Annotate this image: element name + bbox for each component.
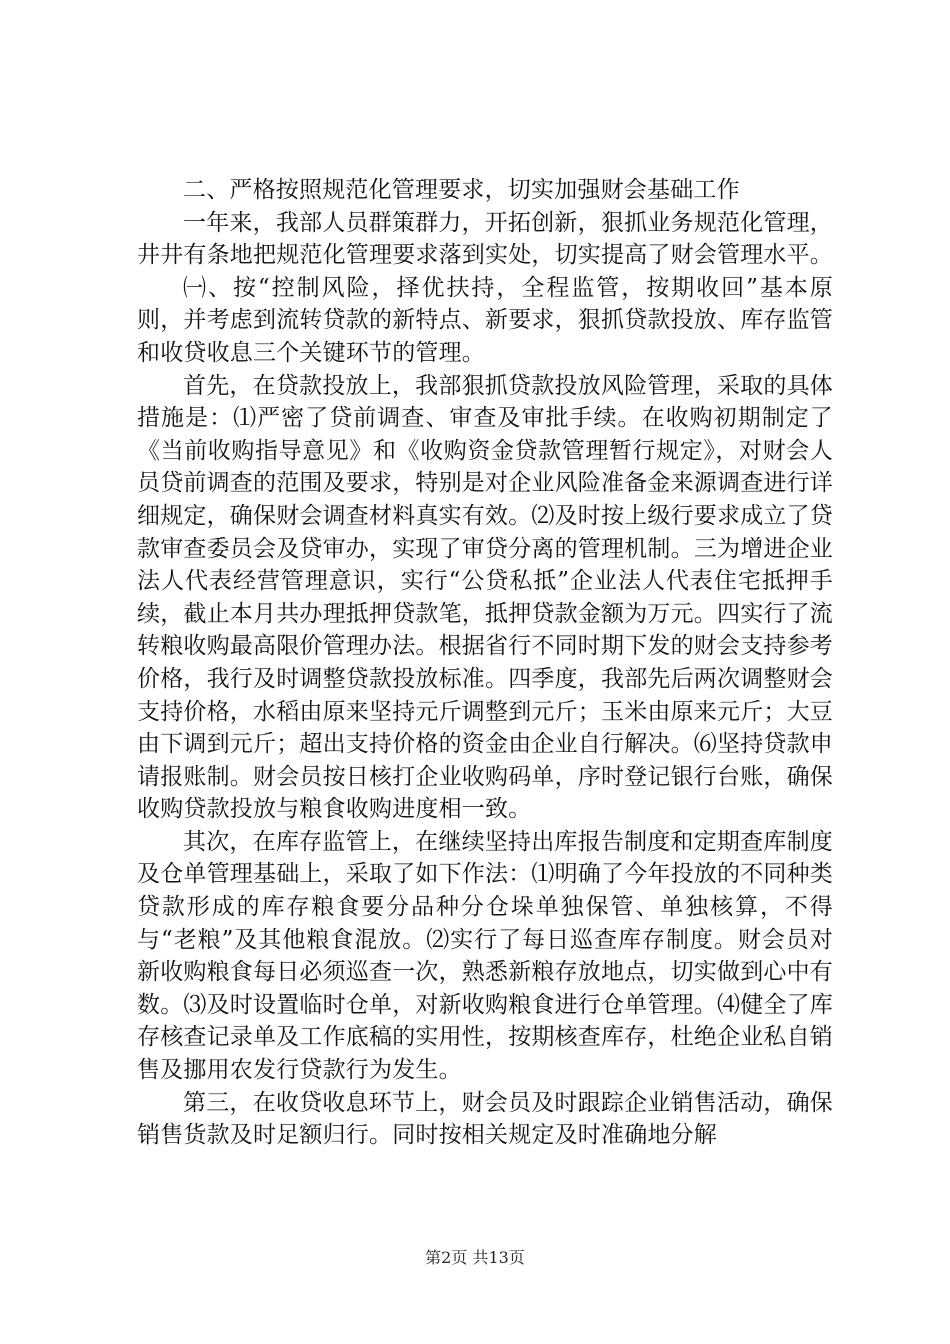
paragraph: 其次，在库存监管上，在继续坚持出库报告制度和定期查库制度及仓单管理基础上，采取了如下作法：⑴明确了今年投放的不同种类贷款形成的库存粮食要分品种分仓垛单独保管、单独核算，不得与“老粮”及其他粮食混放。⑵实行了每日巡查库存制度。财会员对新收购粮食每日必须巡查一次，熟悉新粮存放地点，切实做到心中有数。⑶及时设置临时仓单，对新收购粮食进行仓单管理。⑷健全了库存核查记录单及工作底稿的实用性，按期核查库存，杜绝企业私自销售及挪用农发行贷款行为发生。 — [137, 828, 833, 1084]
paragraph: 首先，在贷款投放上，我部狠抓贷款投放风险管理，采取的具体措施是：⑴严密了贷前调查、审查及审批手续。在收购初期制定了《当前收购指导意见》和《收购资金贷款管理暂行规定》，对财会人员贷前调查的范围及要求，特别是对企业风险准备金来源调查进行详细规定，确保财会调查材料真实有效。⑵及时按上级行要求成立了贷款审查委员会及贷审办，实现了审贷分离的管理机制。三为增进企业法人代表经营管理意识，实行“公贷私抵”企业法人代表住宅抵押手续，截止本月共办理抵押贷款笔，抵押贷款金额为万元。四实行了流转粮收购最高限价管理办法。根据省行不同时期下发的财会支持参考价格，我行及时调整贷款投放标准。四季度，我部先后两次调整财会支持价格，水稻由原来坚持元斤调整到元斤；玉米由原来元斤；大豆由下调到元斤；超出支持价格的资金由企业自行解决。⑹坚持贷款申请报账制。财会员按日核打企业收购码单，序时登记银行台账，确保收购贷款投放与粮食收购进度相一致。 — [137, 372, 833, 823]
paragraph: 一年来，我部人员群策群力，开拓创新，狠抓业务规范化管理，井井有条地把规范化管理要求落到实处，切实提高了财会管理水平。 — [137, 209, 833, 269]
paragraph: ㈠、按“控制风险，择优扶持，全程监管，按期收回”基本原则，并考虑到流转贷款的新特点、新要求，狠抓贷款投放、库存监管和收贷收息三个关键环节的管理。 — [137, 274, 833, 366]
page-number-footer: 第2页 共13页 — [425, 1248, 525, 1267]
section-heading: 二、严格按照规范化管理要求，切实加强财会基础工作 — [183, 177, 740, 203]
document-body — [137, 174, 833, 1152]
paragraph: 第三，在收贷收息环节上，财会员及时跟踪企业销售活动，确保销售货款及时足额归行。同时按相关规定及时准确地分解 — [137, 1089, 833, 1149]
